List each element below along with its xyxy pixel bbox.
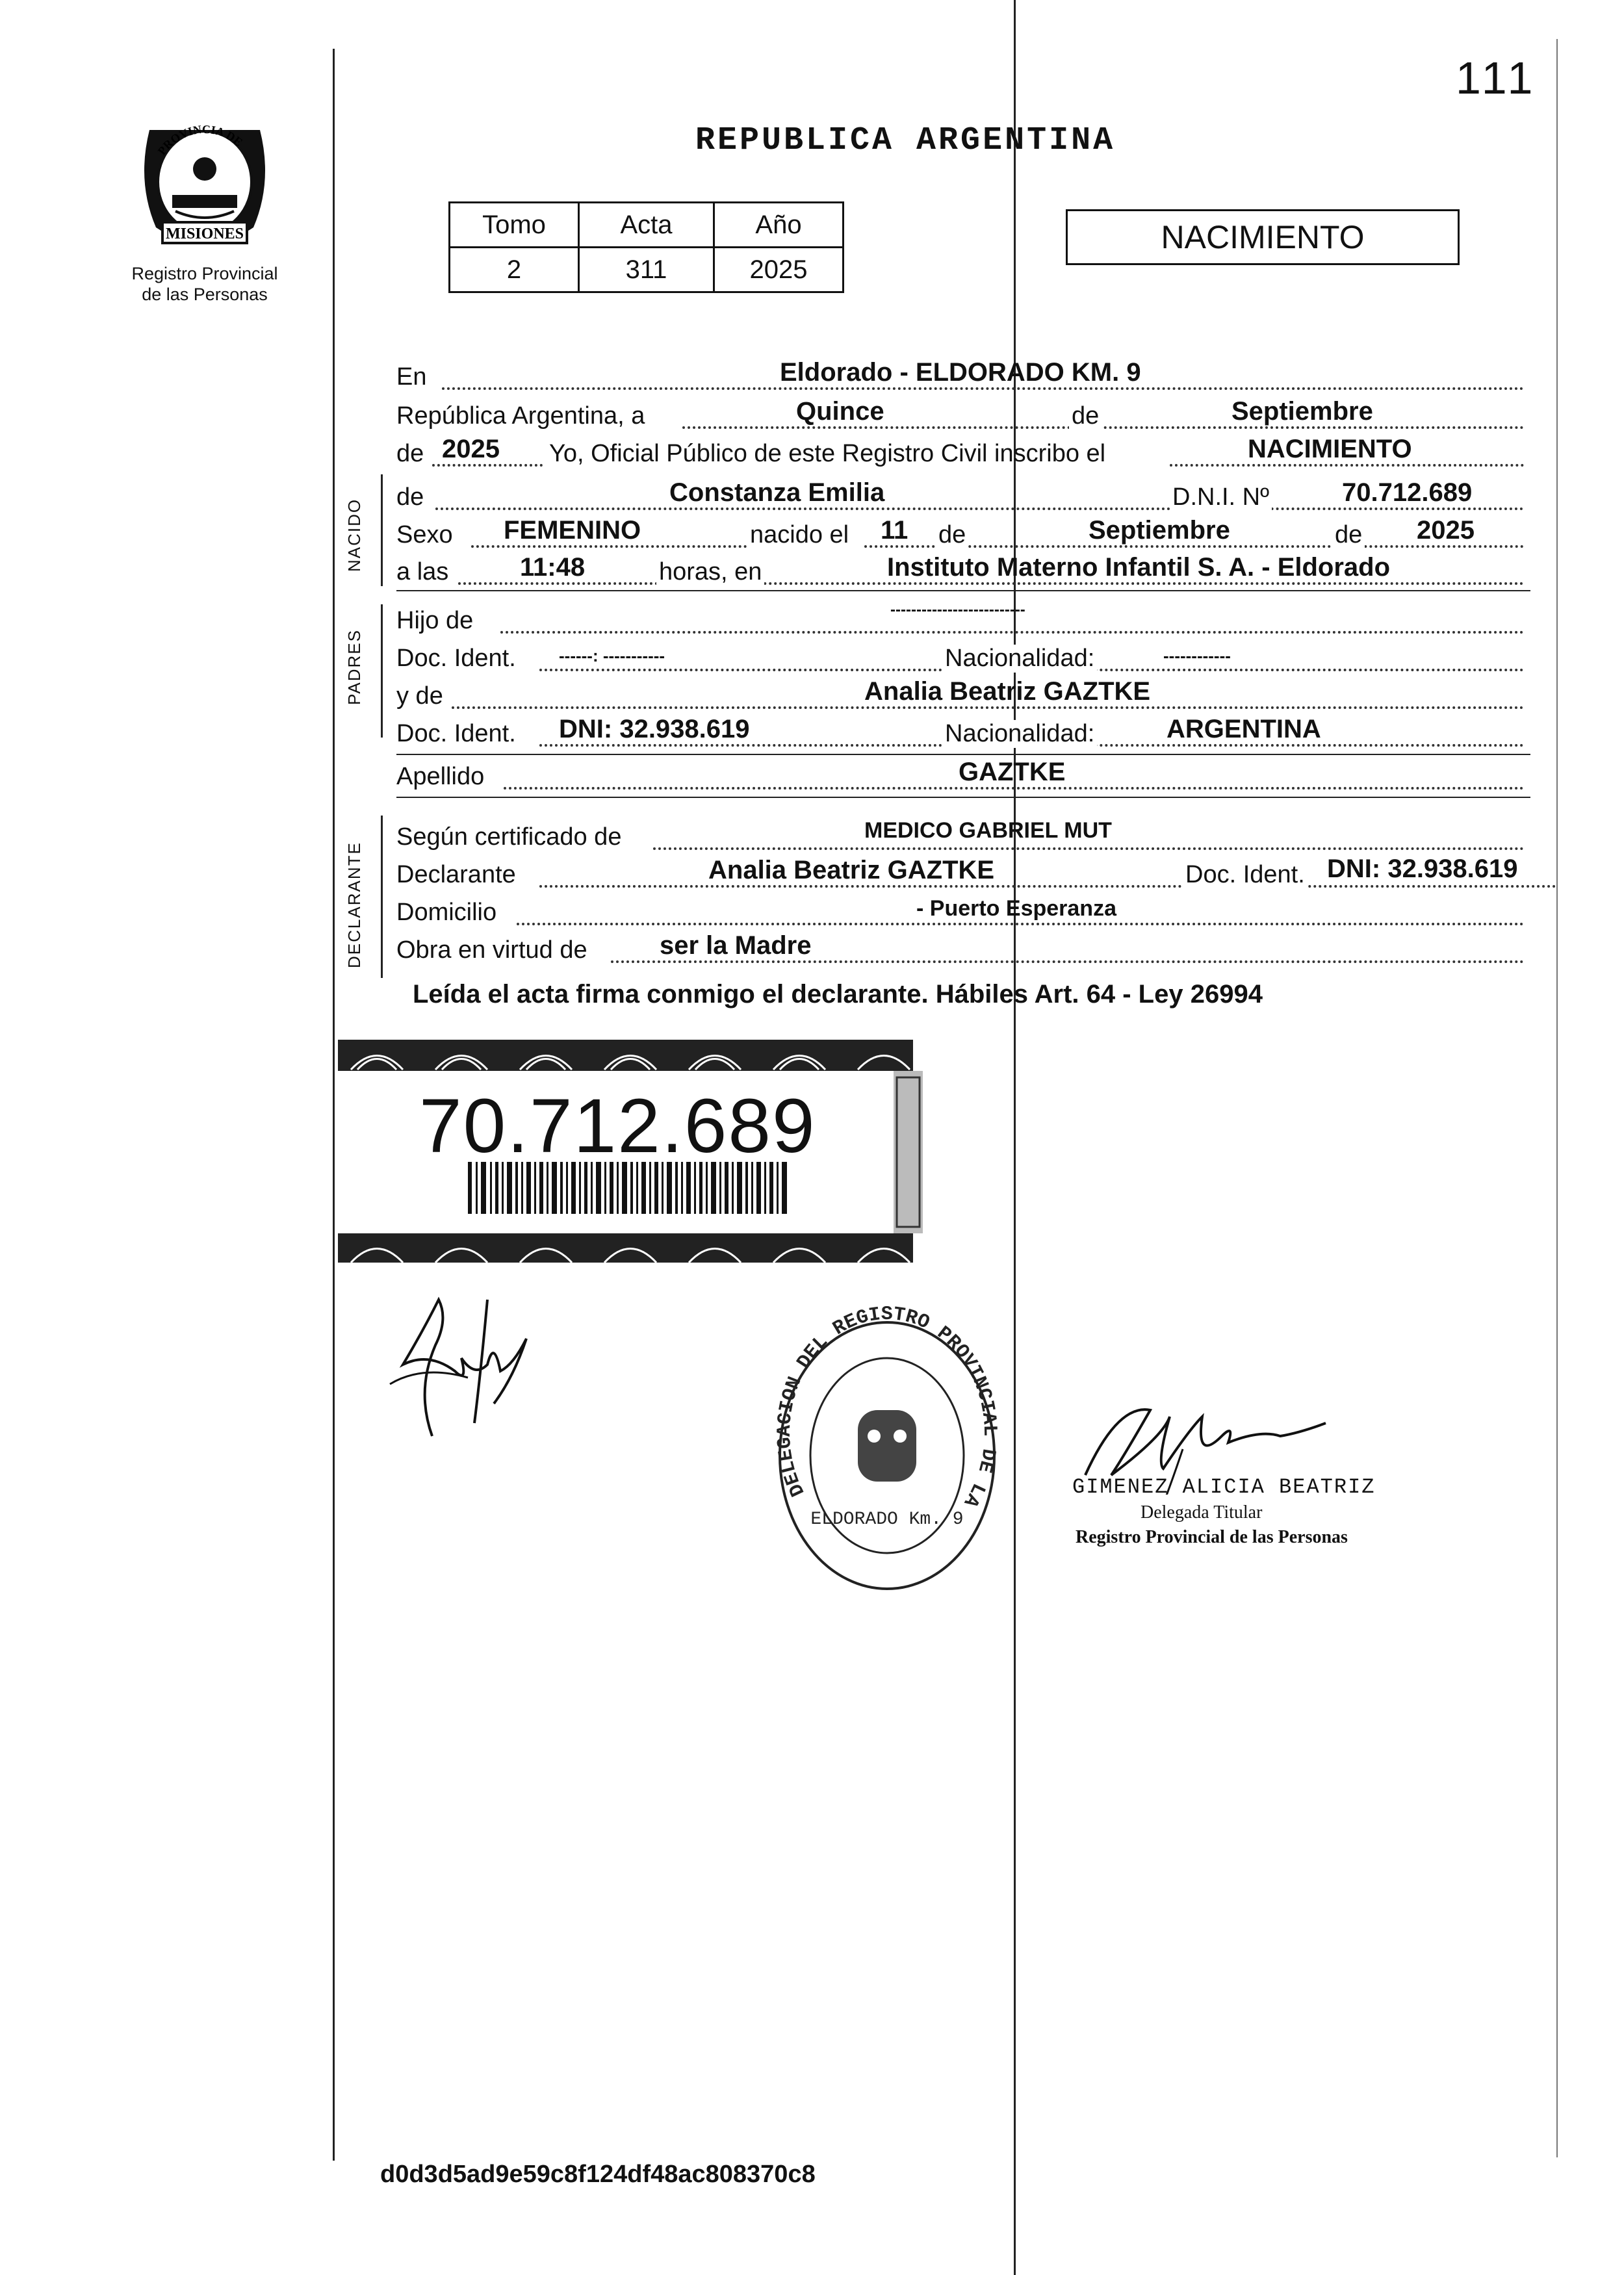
- row-mother-doc: [396, 714, 1530, 752]
- value-child-dni: 70.712.689: [1342, 478, 1473, 507]
- label-de: de: [1069, 402, 1102, 430]
- right-margin-line: [1556, 39, 1558, 2157]
- label-en: En: [396, 363, 427, 391]
- officer-text: Yo, Oficial Público de este Registro Civil inscribo el: [549, 440, 1106, 467]
- label-nac-mother: Nacionalidad:: [942, 720, 1097, 748]
- value-mother-nat: ARGENTINA: [1166, 715, 1321, 743]
- value-birth-month: Septiembre: [1089, 516, 1230, 545]
- barcode-number: 70.712.689: [419, 1083, 816, 1169]
- row-father-doc: [396, 639, 1530, 676]
- label-declarante: Declarante: [396, 861, 516, 888]
- value-father-name: --------------------------: [890, 601, 1025, 619]
- left-margin-line: [333, 49, 335, 2161]
- closing-text: Leída el acta firma conmigo el declarante. Hábiles Art. 64 - Ley 26994: [413, 980, 1263, 1009]
- logo-caption-line1: Registro Provincial: [131, 264, 278, 283]
- value-birth-place: Instituto Materno Infantil S. A. - Eldorado: [887, 553, 1391, 582]
- label-cert: Según certificado de: [396, 823, 622, 851]
- row-birth-place: [396, 552, 1530, 590]
- value-year: 2025: [442, 435, 500, 463]
- row-child-name: [396, 478, 1530, 515]
- value-domicile: - Puerto Esperanza: [916, 896, 1116, 921]
- logo-caption-line2: de las Personas: [142, 285, 268, 304]
- label-apellido: Apellido: [396, 763, 485, 790]
- label-republica: República Argentina, a: [396, 402, 645, 430]
- record-type-box: NACIMIENTO: [1066, 209, 1460, 265]
- row-officer: [396, 434, 1530, 472]
- ref-value-anio: 2025: [714, 248, 844, 292]
- signer-name: GIMENEZ ALICIA BEATRIZ: [1072, 1475, 1376, 1499]
- label-de-year: de: [396, 440, 424, 467]
- label-doc-mother: Doc. Ident.: [396, 720, 516, 747]
- row-declarant: [396, 855, 1530, 893]
- label-sexo: Sexo: [396, 521, 453, 548]
- stamp-inner-text: ELDORADO Km. 9: [810, 1510, 964, 1530]
- value-birth-day: 11: [881, 516, 909, 545]
- value-day-words: Quince: [796, 397, 884, 426]
- section-label-padres: PADRES: [344, 629, 364, 705]
- label-de-birth-year: de: [1332, 521, 1365, 549]
- label-dni: D.N.I. Nº: [1170, 483, 1272, 511]
- value-birth-year: 2025: [1417, 516, 1475, 545]
- value-declarant-doc: DNI: 32.938.619: [1327, 855, 1518, 883]
- row-date: [396, 396, 1530, 434]
- declarant-signature: [377, 1274, 572, 1452]
- ref-header-anio: Año: [714, 203, 844, 248]
- value-month: Septiembre: [1231, 397, 1373, 426]
- label-nac-father: Nacionalidad:: [942, 645, 1097, 673]
- label-a-las: a las: [396, 558, 449, 585]
- label-doc-declarant: Doc. Ident.: [1183, 861, 1308, 889]
- value-place: Eldorado - ELDORADO KM. 9: [780, 358, 1141, 387]
- section-label-declarante: DECLARANTE: [344, 842, 364, 968]
- official-stamp: [770, 1306, 1004, 1602]
- row-surname: [396, 757, 1530, 795]
- stamp-outer-text: DELEGACION DEL REGISTRO PROVINCIAL DE LA: [773, 1306, 1001, 1511]
- value-sexo: FEMENINO: [504, 516, 641, 545]
- center-fold-line: [1014, 0, 1016, 2275]
- label-nacido-el: nacido el: [747, 521, 851, 549]
- value-father-nat: ------------: [1163, 646, 1231, 665]
- ref-value-acta: 311: [579, 248, 714, 292]
- signer-office: Registro Provincial de las Personas: [1076, 1527, 1348, 1547]
- label-de-month: de: [936, 521, 968, 549]
- ref-header-acta: Acta: [579, 203, 714, 248]
- logo-text-bottom: MISIONES: [165, 225, 244, 242]
- row-domicile: [396, 893, 1530, 931]
- row-father-name: [396, 601, 1530, 639]
- value-child-name: Constanza Emilia: [669, 478, 885, 507]
- country-title: REPUBLICA ARGENTINA: [695, 122, 1116, 159]
- value-inscribed-type: NACIMIENTO: [1248, 435, 1412, 463]
- logo-text-top: PROVINCIA DE: [155, 122, 246, 158]
- logo-caption: [97, 263, 312, 305]
- label-domicilio: Domicilio: [396, 899, 497, 926]
- value-cert: MEDICO GABRIEL MUT: [864, 818, 1112, 843]
- label-doc-father: Doc. Ident.: [396, 645, 516, 672]
- row-mother-name: [396, 676, 1530, 714]
- ref-header-tomo: Tomo: [450, 203, 579, 248]
- value-declarant-name: Analia Beatriz GAZTKE: [708, 856, 995, 884]
- row-place: [396, 357, 1530, 395]
- label-obra: Obra en virtud de: [396, 936, 587, 964]
- value-father-doc: ------: -----------: [559, 646, 665, 665]
- value-surname: GAZTKE: [959, 758, 1066, 786]
- document-hash: d0d3d5ad9e59c8f124df48ac808370c8: [380, 2161, 816, 2188]
- value-reason: ser la Madre: [660, 931, 812, 960]
- label-y-de: y de: [396, 682, 443, 710]
- value-mother-doc: DNI: 32.938.619: [559, 715, 750, 743]
- value-birth-time: 11:48: [520, 553, 586, 582]
- row-reason: [396, 931, 1530, 968]
- reference-table: [448, 201, 844, 293]
- ref-value-tomo: 2: [450, 248, 579, 292]
- label-horas-en: horas, en: [656, 558, 764, 586]
- section-label-nacido: NACIDO: [344, 498, 364, 572]
- label-de-child: de: [396, 483, 424, 511]
- row-birth-date: [396, 515, 1530, 553]
- value-mother-name: Analia Beatriz GAZTKE: [864, 677, 1151, 706]
- page-number: 111: [1456, 53, 1537, 103]
- row-certificate: [396, 817, 1530, 855]
- label-hijo-de: Hijo de: [396, 607, 474, 634]
- signer-role: Delegada Titular: [1141, 1502, 1263, 1523]
